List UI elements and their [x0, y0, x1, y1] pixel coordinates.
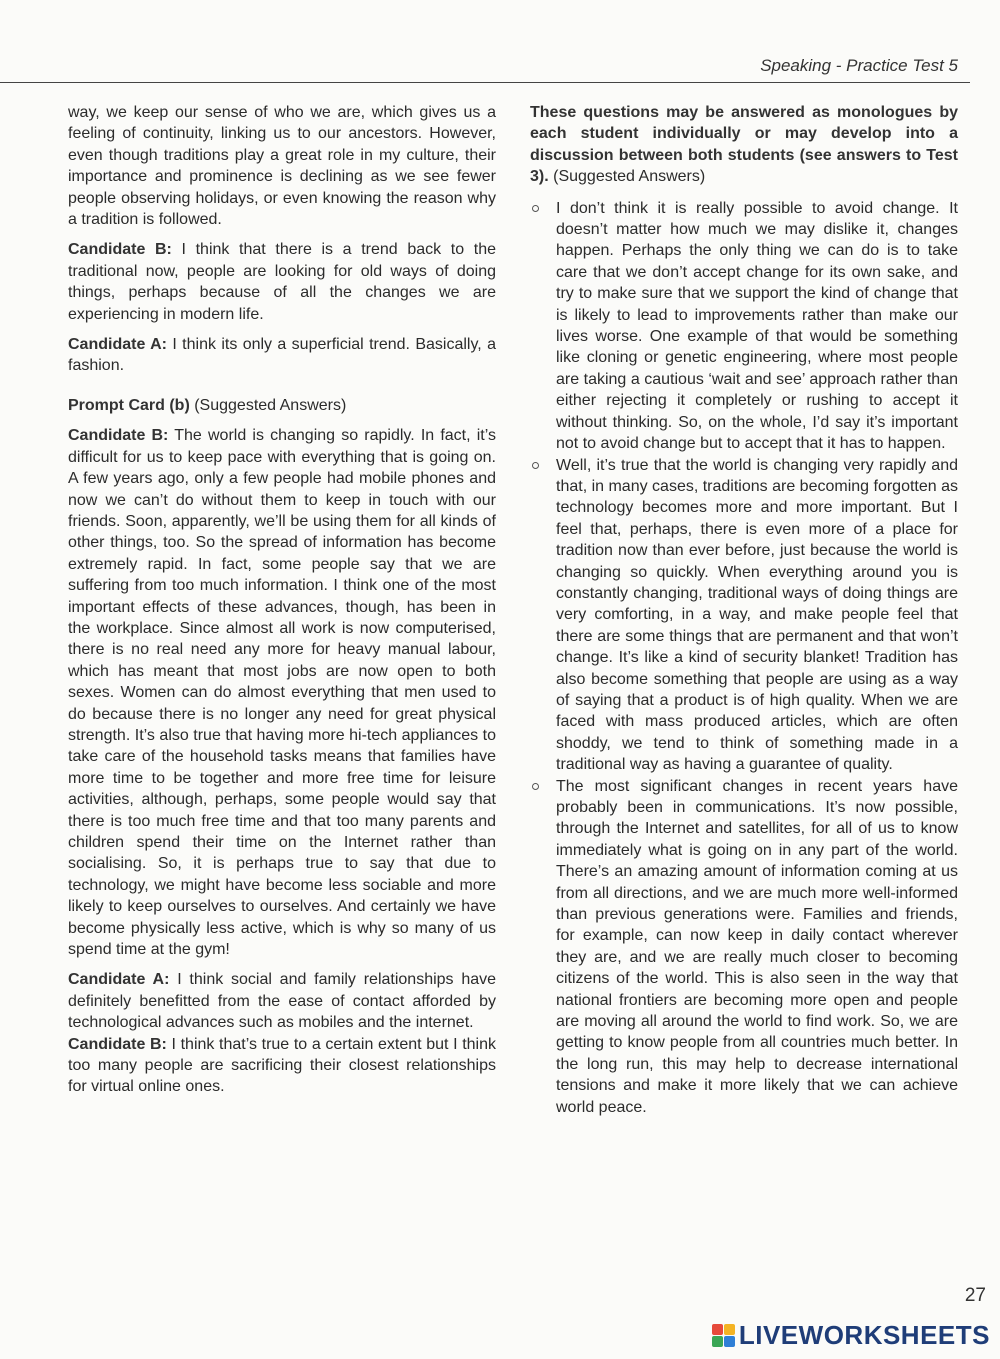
speaker-label: Candidate B: [68, 1035, 167, 1053]
speech-text: I think that there is a trend back to the traditional now, people are looking for old ways of doing things, perhaps because of all the changes we are experiencing in modern life. [68, 241, 497, 323]
logo-square [712, 1324, 723, 1335]
bullet-icon [532, 783, 539, 790]
candidate-a-turn-1 [68, 334, 496, 377]
list-item [530, 776, 958, 1119]
candidate-a-turn-2 [68, 969, 496, 1033]
bullet-icon [532, 205, 539, 212]
speech-text: I think its only a superficial trend. Basically, a fashion. [68, 336, 497, 375]
answer-text: The most significant changes in recent years have probably been in communications. It’s now possible, through the Internet and satellites, for all of us to know immediately what is going on in any part of the world. There’s an amazing amount of information coming at us from all directions, and we are much more well-informed than previous generations were. Families and friends, for example, can now keep in daily contact wherever they are, and we are really much closer to becoming citizens of the world. This is also seen in the way that national frontiers are becoming more open and people are moving all around the world to find work. So, we are getting to know people from all countries much better. In the long run, this may help to decrease international tensions and make it more likely that we can achieve world peace. [556, 777, 958, 1116]
bullet-icon [532, 462, 539, 469]
right-column [530, 102, 958, 1118]
page-header [0, 40, 1000, 82]
paragraph-continuation: way, we keep our sense of who we are, which gives us a feeling of continuity, linking us to our ancestors. However, even though traditions play a great role in my culture, their importance and prominence is declining as we see fewer people observing holidays, or even knowing the reason why a tradition is followed. [68, 104, 496, 229]
speaker-label: Candidate A: [68, 336, 167, 354]
left-column [68, 102, 496, 1107]
answer-text: Well, it’s true that the world is changing very rapidly and that, in many cases, traditions are becoming forgotten as technology becomes more and more important. But I feel that, perhaps, there is even more of a place for tradition now than ever before, just because the world is changing so quickly. When everything around you is constantly changing, traditional ways of doing things are very comforting, in a way, and make people feel that there are some things that are permanent and that won’t change. It’s like a kind of security blanket! Tradition has also become something that people are using as a way of saying that a product is of high quality. When we are faced with mass produced articles, which are often shoddy, we tend to think of something made in a traditional way as having a guarantee of quality. [556, 456, 958, 774]
prompt-card-heading [68, 395, 496, 416]
logo-square [712, 1336, 723, 1347]
prompt-card-subtitle: (Suggested Answers) [189, 396, 347, 414]
list-item [530, 455, 958, 776]
suggested-answers-list [530, 198, 958, 1118]
instructions-bold: These questions may be answered as monologues by each student individually or may develop into a discussion between both students (see answers to Test 3). [530, 104, 958, 186]
candidate-b-turn-1 [68, 239, 496, 325]
speaker-label: Candidate A: [68, 971, 170, 989]
speech-text: I think that’s true to a certain extent but I think too many people are sacrificing their closest relationships for virtual online ones. [68, 1035, 497, 1096]
page-number: 27 [964, 1285, 986, 1306]
logo-square [724, 1336, 735, 1347]
instructions-paragraph [530, 102, 958, 188]
brand-name: LIVEWORKSHEETS [738, 1320, 990, 1350]
speaker-label: Candidate B: [68, 241, 172, 259]
liveworksheets-logo-icon [712, 1324, 735, 1347]
list-item [530, 198, 958, 455]
candidate-b-turn-3 [68, 1034, 496, 1098]
answer-text: I don’t think it is really possible to avoid change. It doesn’t matter how much we may dislike it, changes happen. Perhaps the only thing we can do is to take care that we don’t accept change for its own sake, and try to make sure that we support the kind of change that is likely to lead to improvements rather than make our lives worse. One example of that would be something like cloning or genetic engineering, where most people are taking a cautious ‘wait and see’ approach rather than either rejecting it completely or rushing to accept it without thinking. So, on the whole, I’d say it’s important not to avoid change but to accept that it has to happen. [556, 199, 958, 453]
header-title: Speaking - Practice Test 5 [760, 56, 958, 75]
liveworksheets-brand[interactable] [712, 1320, 990, 1351]
instructions-subtitle: (Suggested Answers) [548, 168, 706, 186]
logo-square [724, 1324, 735, 1335]
speech-text: The world is changing so rapidly. In fact, it’s difficult for us to keep pace with everything that is going on. A few years ago, only a few people had mobile phones and now we can’t do without them to keep in touch with our friends. Soon, apparently, we’ll be using them for all kinds of other things, too. So the spread of information has become extremely rapid. In fact, some people say that we are suffering from too much information. I think one of the most important effects of these advances, though, has been in the workplace. Since almost all work is now computerised, there is no real need any more for heavy manual labour, which has meant that most jobs are now open to both sexes. Women can do almost everything that men used to do because there is no longer any need for great physical strength. It’s also true that having more hi-tech appliances to take care of the household tasks means that families have more time to be together and more free time for leisure activities, although, perhaps, some people would say that there is too much free time and that too many parents and children spend their time on the Internet rather than socialising. So, it is perhaps true to say that due to technology, we might have become less sociable and more likely to keep ourselves to ourselves. And certainly we have become physically less active, which is why so many of us spend time at the gym! [68, 427, 497, 959]
candidate-b-turn-2 [68, 425, 496, 960]
speaker-label: Candidate B: [68, 427, 169, 445]
speech-text: I think social and family relationships have definitely benefitted from the ease of contact afforded by technological advances such as mobiles and the internet. [68, 971, 497, 1032]
header-rule [0, 82, 970, 83]
prompt-card-label: Prompt Card (b) [68, 396, 190, 414]
